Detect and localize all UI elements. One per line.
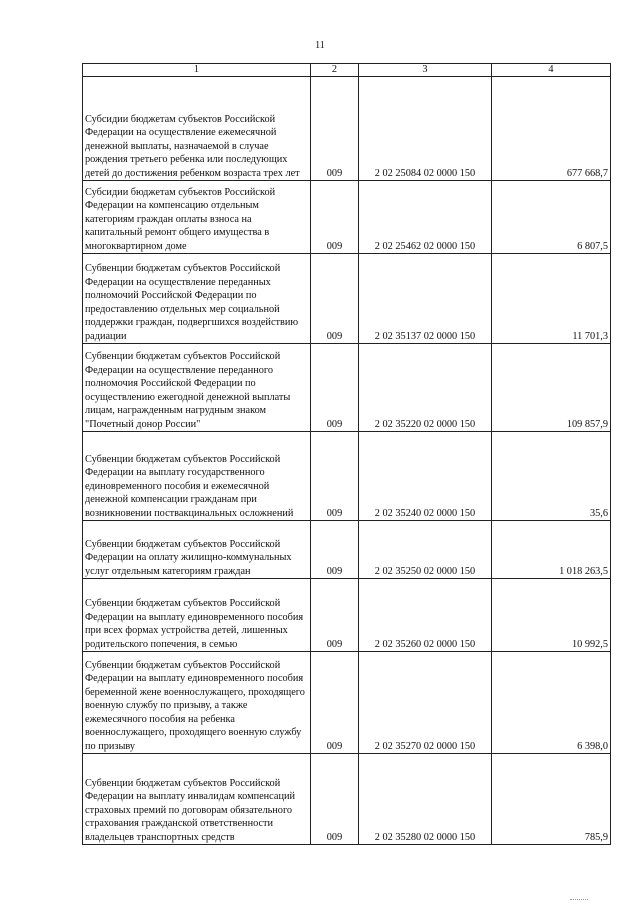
row-amount: 11 701,3 [492, 254, 611, 344]
row-budget-code: 2 02 35137 02 0000 150 [359, 254, 492, 344]
column-header-1: 1 [83, 64, 311, 77]
row-description: Субвенции бюджетам субъектов Российской Федерации на осуществление переданного полномочия Российской Федерации по осуществлению ежегодной денежной выплаты лицам, награжденным нагрудным знаком "Почетный донор России" [83, 344, 311, 432]
scan-artifact-mark [570, 899, 588, 901]
row-budget-code: 2 02 35280 02 0000 150 [359, 754, 492, 845]
row-amount: 1 018 263,5 [492, 521, 611, 579]
row-amount: 677 668,7 [492, 77, 611, 181]
budget-revenue-table [82, 63, 611, 845]
row-budget-code: 2 02 35240 02 0000 150 [359, 432, 492, 521]
row-admin-code: 009 [311, 254, 359, 344]
header-row [83, 64, 611, 77]
row-description: Субвенции бюджетам субъектов Российской Федерации на оплату жилищно-коммунальных услуг отдельным категориям граждан [83, 521, 311, 579]
table-row [83, 652, 611, 754]
row-amount: 785,9 [492, 754, 611, 845]
row-admin-code: 009 [311, 521, 359, 579]
row-admin-code: 009 [311, 432, 359, 521]
column-header-4: 4 [492, 64, 611, 77]
row-admin-code: 009 [311, 344, 359, 432]
table-row [83, 579, 611, 652]
row-admin-code: 009 [311, 579, 359, 652]
table-row [83, 521, 611, 579]
row-description: Субвенции бюджетам субъектов Российской Федерации на выплату единовременного пособия беременной жене военнослужащего, проходящего военную службу по призыву, а также ежемесячного пособия на ребенка военнослужащего, проходящего военную службу по призыву [83, 652, 311, 754]
table-row [83, 754, 611, 845]
table-row [83, 432, 611, 521]
row-budget-code: 2 02 35260 02 0000 150 [359, 579, 492, 652]
row-budget-code: 2 02 35220 02 0000 150 [359, 344, 492, 432]
row-budget-code: 2 02 25462 02 0000 150 [359, 181, 492, 254]
row-description: Субвенции бюджетам субъектов Российской Федерации на выплату государственного единовременного пособия и ежемесячной денежной компенсации гражданам при возникновении поствакцинальных осложнений [83, 432, 311, 521]
row-description: Субвенции бюджетам субъектов Российской Федерации на выплату инвалидам компенсаций страховых премий по договорам обязательного страхования гражданской ответственности владельцев транспортных средств [83, 754, 311, 845]
row-amount: 6 398,0 [492, 652, 611, 754]
column-header-3: 3 [359, 64, 492, 77]
table-row [83, 77, 611, 181]
row-description: Субвенции бюджетам субъектов Российской Федерации на осуществление переданных полномочий Российской Федерации по предоставлению отдельных мер социальной поддержки граждан, подвергшихся воздействию радиации [83, 254, 311, 344]
table-row [83, 181, 611, 254]
column-header-2: 2 [311, 64, 359, 77]
row-description: Субсидии бюджетам субъектов Российской Федерации на осуществление ежемесячной денежной выплаты, назначаемой в случае рождения третьего ребенка или последующих детей до достижения ребенком возраста трех лет [83, 77, 311, 181]
table-row [83, 344, 611, 432]
row-budget-code: 2 02 35270 02 0000 150 [359, 652, 492, 754]
row-description: Субвенции бюджетам субъектов Российской Федерации на выплату единовременного пособия при всех формах устройства детей, лишенных родительского попечения, в семью [83, 579, 311, 652]
row-amount: 35,6 [492, 432, 611, 521]
page-number: 11 [315, 40, 325, 51]
row-budget-code: 2 02 35250 02 0000 150 [359, 521, 492, 579]
row-amount: 109 857,9 [492, 344, 611, 432]
row-admin-code: 009 [311, 754, 359, 845]
row-description: Субсидии бюджетам субъектов Российской Федерации на компенсацию отдельным категориям граждан оплаты взноса на капитальный ремонт общего имущества в многоквартирном доме [83, 181, 311, 254]
table-row [83, 254, 611, 344]
row-admin-code: 009 [311, 181, 359, 254]
row-admin-code: 009 [311, 652, 359, 754]
row-amount: 6 807,5 [492, 181, 611, 254]
row-budget-code: 2 02 25084 02 0000 150 [359, 77, 492, 181]
row-amount: 10 992,5 [492, 579, 611, 652]
row-admin-code: 009 [311, 77, 359, 181]
